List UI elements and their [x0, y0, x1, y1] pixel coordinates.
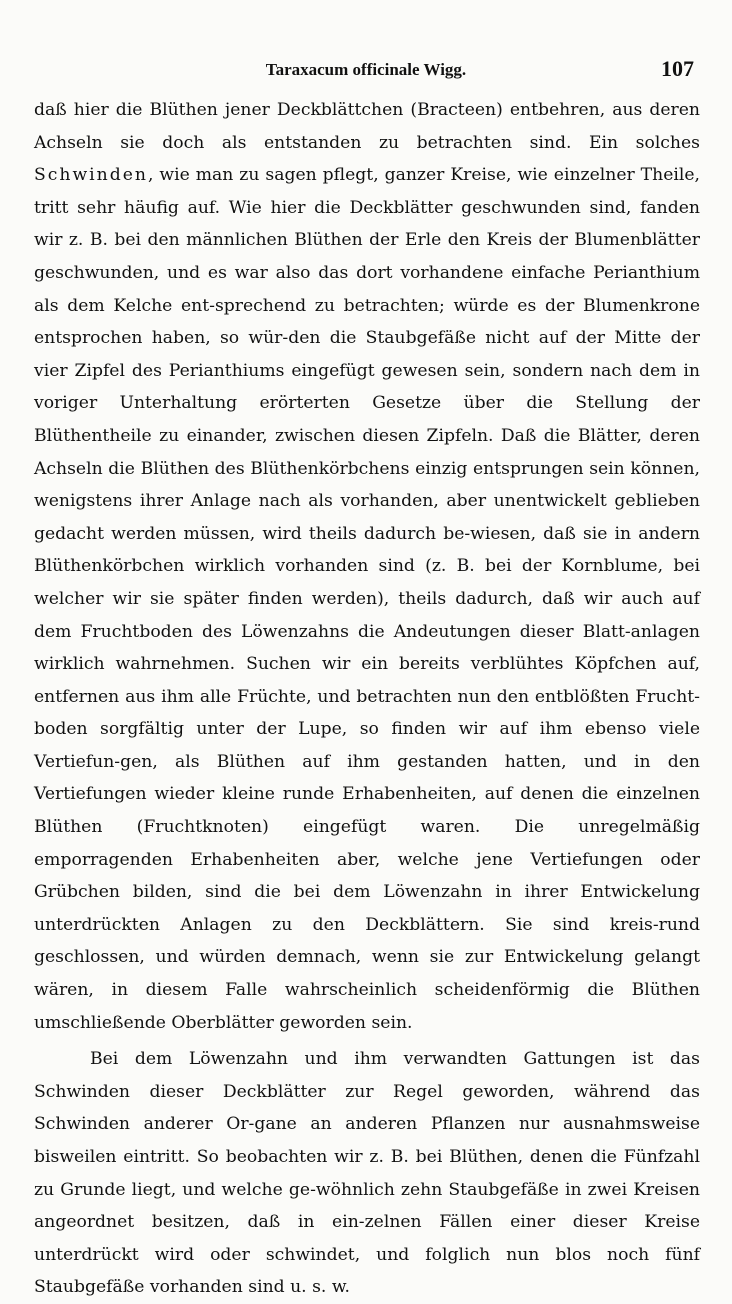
running-title: Taraxacum officinale Wigg. [265, 60, 467, 79]
page-header [34, 56, 698, 86]
paragraph-1-after: , wie man zu sagen pflegt, ganzer Kreise, wie einzelner Theile, tritt sehr häufig auf. Wie hier die Deckblätter geschwunden sind, fanden wir z. B. bei den männlichen Blüthen der Erle den Kreis der Blumenblätter geschwunden, und es war also das dort vorhandene einfache Perianthium als dem Kelche ent-sprechend zu betrachten; würde es der Blumenkrone entsprochen haben, so wür-den die Staubgefäße nicht auf der Mitte der vier Zipfel des Perianthiums eingefügt gewesen sein, sondern nach dem in voriger Unterhaltung erörterten Gesetze über die Stellung der Blüthentheile zu einander, zwischen diesen Zipfeln. Daß die Blätter, deren Achseln die Blüthen des Blüthenkörbchens einzig entsprungen sein können, wenigstens ihrer Anlage nach als vorhanden, aber unentwickelt geblieben gedacht werden müssen, wird theils dadurch be-wiesen, daß sie in andern Blüthenkörbchen wirklich vorhanden sind (z. B. bei der Kornblume, bei welcher wir sie später finden werden), theils dadurch, daß wir auch auf dem Fruchtboden des Löwenzahns die Andeutungen dieser Blatt-anlagen wirklich wahrnehmen. Suchen wir ein bereits verblühtes Köpfchen auf, entfernen aus ihm alle Früchte, und betrachten nun den entblößten Frucht-boden sorgfältig unter der Lupe, so finden wir auf ihm ebenso viele Vertiefun-gen, als Blüthen auf ihm gestanden hatten, und in den Vertiefungen wieder kleine runde Erhabenheiten, auf denen die einzelnen Blüthen (Fruchtknoten) eingefügt waren. Die unregelmäßig emporragenden Erhabenheiten aber, welche jene Vertiefungen oder Grübchen bilden, sind die bei dem Löwenzahn in ihrer Entwickelung unterdrückten Anlagen zu den Deckblättern. Sie sind kreis-rund geschlossen, und würden demnach, wenn sie zur Entwickelung gelangt wären, in diesem Falle wahrscheinlich scheidenförmig die Blüthen umschließende Oberblätter geworden sein. [34, 165, 700, 1033]
paragraph-1 [34, 94, 700, 1039]
spaced-emphasis: Schwinden [34, 165, 148, 186]
paragraph-1-before: daß hier die Blüthen jener Deckblättchen (Bracteen) entbehren, aus deren Achseln sie doch als entstanden zu betrachten sind. Ein solches [34, 100, 700, 153]
paragraph-2: Bei dem Löwenzahn und ihm verwandten Gattungen ist das Schwinden dieser Deckblätter zur Regel geworden, während das Schwinden anderer Or-gane an anderen Pflanzen nur ausnahmsweise bisweilen eintritt. So beobachten wir z. B. bei Blüthen, denen die Fünfzahl zu Grunde liegt, und welche ge-wöhnlich zehn Staubgefäße in zwei Kreisen angeordnet besitzen, daß in ein-zelnen Fällen einer dieser Kreise unterdrückt wird oder schwindet, und folglich nun blos noch fünf Staubgefäße vorhanden sind u. s. w. [34, 1049, 700, 1298]
page-number: 107 [661, 56, 694, 81]
body-text [34, 94, 700, 1304]
